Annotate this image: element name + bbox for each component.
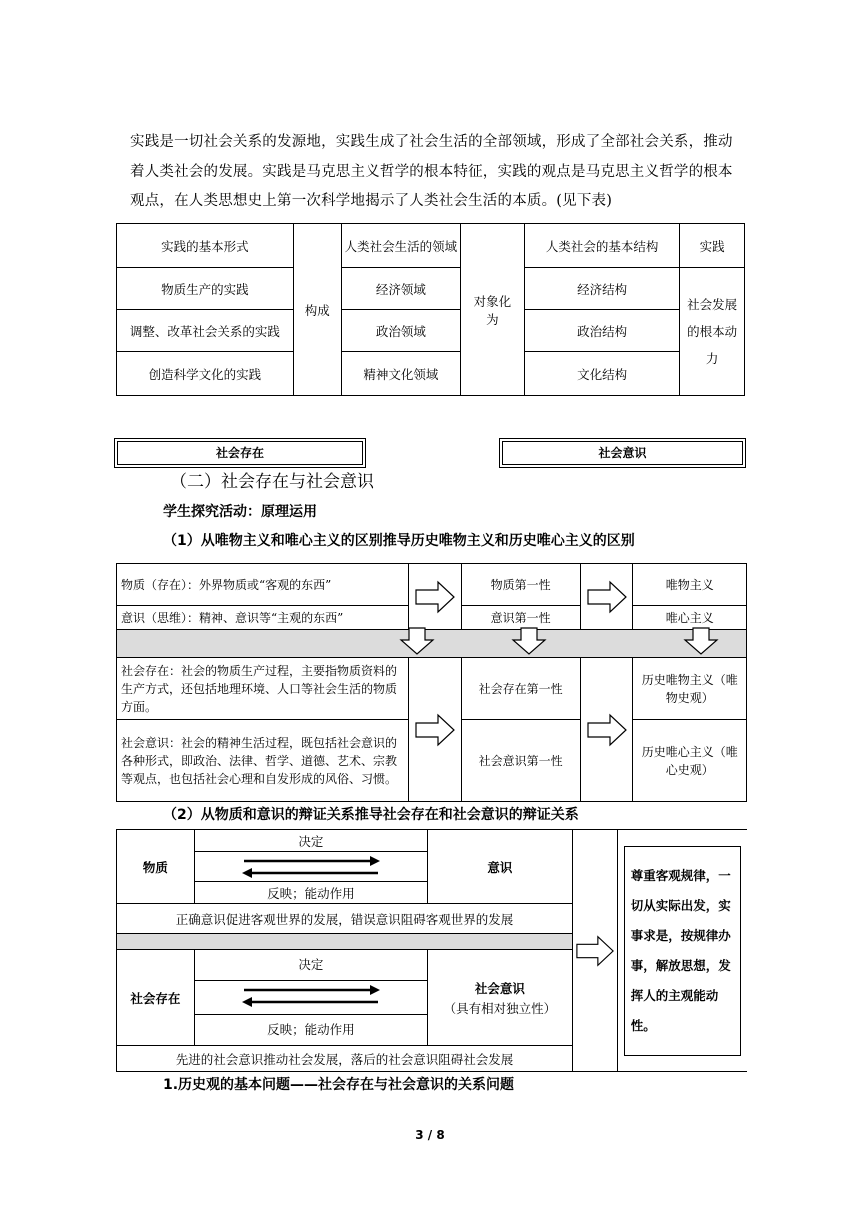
question-2: （2）从物质和意识的辩证关系推导社会存在和社会意识的辩证关系: [163, 807, 579, 823]
down-arrow-icon: [397, 626, 437, 656]
decide-label: 决定: [194, 830, 427, 852]
practice-form-cell: 创造科学文化的实践: [117, 352, 294, 396]
conclusion-text: 尊重客观规律，一切从实际出发，实事求是，按规律办事，解放思想，发挥人的主观能动性。: [624, 846, 741, 1056]
social-being-label: 社会存在: [117, 950, 195, 1046]
materialism: 唯物主义: [633, 564, 747, 606]
arrow-cell: [580, 658, 633, 802]
social-structure-header: 人类社会的基本结构: [525, 224, 680, 268]
arrow-cell: [572, 830, 617, 1072]
decide-label: 决定: [195, 950, 427, 981]
driving-force-cell: 社会发展的根本动力: [680, 268, 745, 396]
gray-divider-row: [117, 934, 573, 950]
idealism: 唯心主义: [633, 606, 747, 630]
arrow-cell: [408, 658, 461, 802]
materialism-table: [116, 563, 747, 802]
social-consciousness-definition: 社会意识：社会的精神生活过程，既包括社会意识的各种形式，即政治、法律、哲学、道德、艺术、宗教等观点，也包括社会心理和自发形成的风俗、习惯。: [117, 720, 409, 802]
right-arrow-icon: [575, 934, 615, 968]
right-arrow-icon: [586, 580, 628, 614]
arrow-cell: [580, 564, 633, 630]
practice-form-cell: 调整、改革社会关系的实践: [117, 310, 294, 352]
matter-first: 物质第一性: [461, 564, 580, 606]
structure-cell: 政治结构: [525, 310, 680, 352]
social-consciousness-label: 社会意识: [474, 980, 525, 996]
social-being-box: 社会存在: [117, 441, 363, 465]
consciousness-first: 意识第一性: [461, 606, 580, 630]
structure-cell: 经济结构: [525, 268, 680, 310]
dialectic-table: [116, 829, 747, 1072]
matter-label: 物质: [117, 830, 195, 904]
page-number: 3 / 8: [415, 1128, 445, 1142]
activity-label: 学生探究活动：原理运用: [163, 504, 317, 520]
matter-definition: 物质（存在）：外界物质或“客观的东西”: [117, 564, 409, 606]
question-1: （1）从唯物主义和唯心主义的区别推导历史唯物主义和历史唯心主义的区别: [163, 533, 635, 549]
gray-divider-row: [117, 630, 747, 658]
domain-cell: 精神文化领域: [341, 352, 460, 396]
consciousness-definition: 意识（思维）：精神、意识等“主观的东西”: [117, 606, 409, 630]
historical-idealism: 历史唯心主义（唯心史观）: [633, 720, 747, 802]
practice-forms-header: 实践的基本形式: [117, 224, 294, 268]
conclusion-cell: [617, 830, 747, 1072]
social-summary: 先进的社会意识推动社会发展，落后的社会意识阻碍社会发展: [117, 1046, 573, 1072]
reflect-label: 反映；能动作用: [267, 1022, 355, 1037]
matter-consciousness-summary: 正确意识促进客观世界的发展，错误意识阻碍客观世界的发展: [117, 904, 573, 934]
double-arrow-cell: [194, 852, 427, 882]
double-arrow-icon: [236, 984, 386, 1008]
double-arrow-icon: [236, 855, 386, 879]
relative-independence-label: （具有相对独立性）: [443, 1000, 557, 1016]
section-title: （二）社会存在与社会意识: [170, 472, 374, 492]
practice-form-cell: 物质生产的实践: [117, 268, 294, 310]
domain-cell: 经济领域: [341, 268, 460, 310]
right-arrow-icon: [414, 580, 456, 614]
heading-1: 1.历史观的基本问题——社会存在与社会意识的关系问题: [163, 1077, 515, 1093]
objectified-label: 对象化为: [460, 224, 524, 396]
down-arrow-icon: [681, 626, 721, 656]
domain-cell: 政治领域: [341, 310, 460, 352]
decide-reflect-cell: [194, 950, 427, 1046]
consciousness-label: 意识: [427, 830, 572, 904]
constitute-label: 构成: [293, 224, 341, 396]
social-consciousness-box: 社会意识: [502, 441, 743, 465]
social-consciousness-cell: [427, 950, 572, 1046]
right-arrow-icon: [414, 713, 456, 747]
down-arrow-icon: [509, 626, 549, 656]
social-being-first: 社会存在第一性: [461, 658, 580, 720]
double-arrow-cell: [195, 984, 427, 1015]
social-life-domains-header: 人类社会生活的领域: [341, 224, 460, 268]
arrow-cell: [408, 564, 461, 630]
social-being-definition: 社会存在：社会的物质生产过程，主要指物质资料的生产方式，还包括地理环境、人口等社会生活的物质方面。: [117, 658, 409, 720]
practice-header: 实践: [680, 224, 745, 268]
social-consciousness-first: 社会意识第一性: [461, 720, 580, 802]
historical-materialism: 历史唯物主义（唯物史观）: [633, 658, 747, 720]
practice-table: [116, 223, 745, 396]
reflect-label: 反映；能动作用: [194, 882, 427, 904]
intro-paragraph: 实践是一切社会关系的发源地，实践生成了社会生活的全部领域，形成了全部社会关系，推动着人类社会的发展。实践是马克思主义哲学的根本特征，实践的观点是马克思主义哲学的根本观点，在人类思想史上第一次科学地揭示了人类社会生活的本质。(见下表): [130, 134, 733, 209]
structure-cell: 文化结构: [525, 352, 680, 396]
right-arrow-icon: [586, 713, 628, 747]
